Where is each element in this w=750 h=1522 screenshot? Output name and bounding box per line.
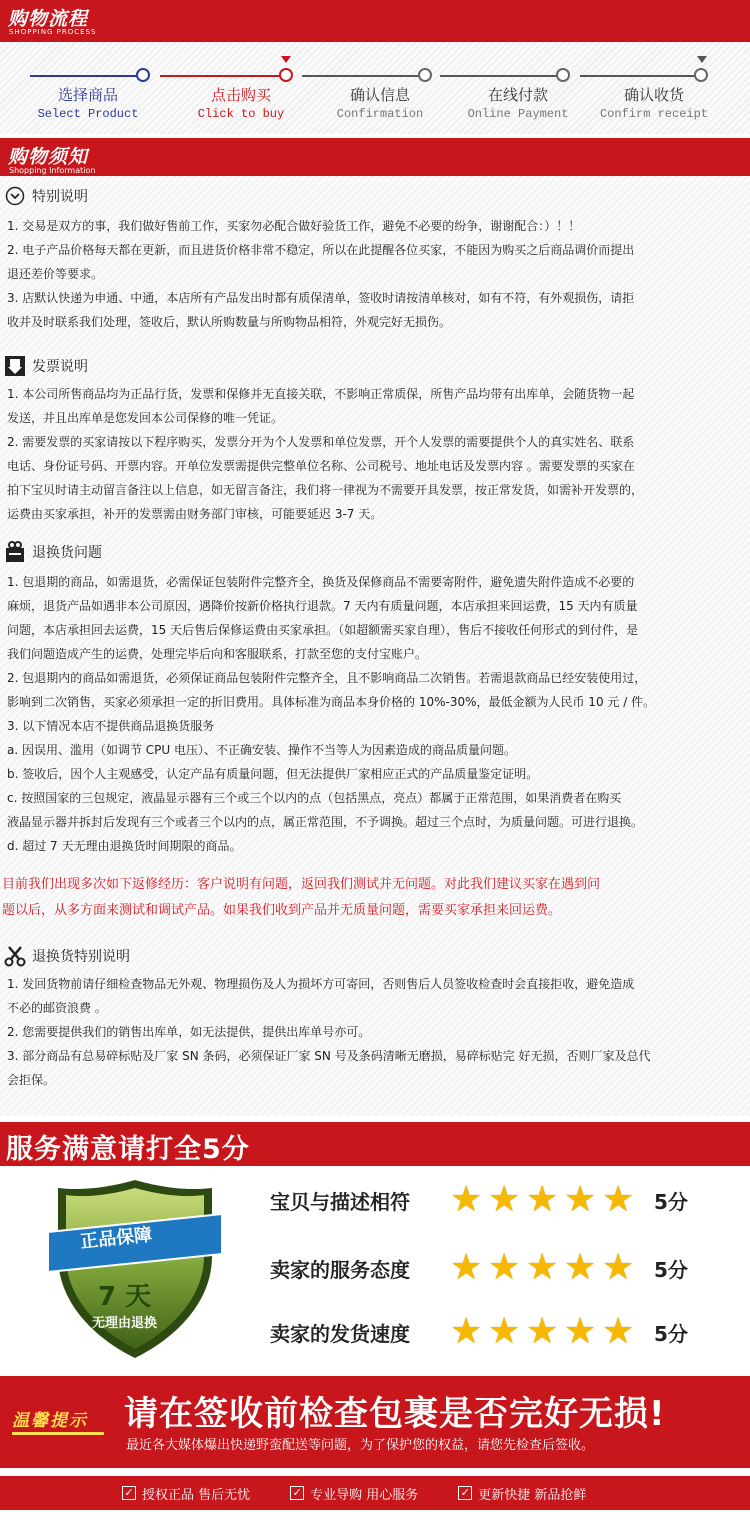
star-icon: ★ bbox=[602, 1247, 635, 1288]
process-line-1 bbox=[30, 75, 138, 77]
rating-header bbox=[0, 1122, 750, 1166]
invoice-text bbox=[7, 382, 745, 526]
gift-box-icon bbox=[4, 541, 26, 563]
rating-row-1-label: 宝贝与描述相符 bbox=[270, 1189, 410, 1214]
star-icon: ★ bbox=[526, 1247, 559, 1288]
step-2-en: Click to buy bbox=[197, 107, 285, 121]
star-icon: ★ bbox=[488, 1311, 521, 1352]
special-section-title: 特别说明 bbox=[32, 189, 88, 205]
returns-special-line-5: 会拒保。 bbox=[7, 1073, 56, 1087]
chevron-circle-icon bbox=[4, 185, 26, 207]
warm-tip-tag: 温馨提示 bbox=[12, 1411, 88, 1431]
step-dot-3 bbox=[418, 68, 432, 82]
invoice-line-3: 2. 需要发票的买家请按以下程序购买，发票分开为个人发票和单位发票，开个人发票的需要提供个人的真实姓名、联系 bbox=[7, 435, 635, 449]
step-4-label: 在线付款 bbox=[487, 86, 548, 104]
returns-line-8: a. 因误用、滥用（如调节 CPU 电压）、不正确安装、操作不当等人为因素造成的商品质量问题。 bbox=[7, 743, 517, 757]
process-steps bbox=[0, 42, 750, 134]
star-icon: ★ bbox=[488, 1179, 521, 1220]
footer-item-1-label: 授权正品 售后无忧 bbox=[142, 1487, 251, 1503]
special-line-2: 2. 电子产品价格每天都在更新，而且进货价格非常不稳定，所以在此提醒各位买家，不能因为购买之后商品调价而提出 bbox=[7, 243, 635, 257]
warm-tip-banner bbox=[0, 1376, 750, 1468]
rating-row-shipping bbox=[270, 1312, 730, 1352]
step-2-label: 点击购买 bbox=[210, 86, 271, 104]
warm-tip-main: 请在签收前检查包裹是否完好无损! bbox=[124, 1394, 666, 1434]
end-marker-icon bbox=[697, 56, 707, 63]
returns-section-header bbox=[4, 540, 102, 564]
process-header-subtitle: SHOPPING PROCESS bbox=[9, 28, 97, 36]
invoice-line-1: 1. 本公司所售商品均为正品行货，发票和保修并无直接关联，不影响正常质保，所售产品均带有出库单，会随货物一起 bbox=[7, 387, 635, 401]
step-5-en: Confirm receipt bbox=[599, 107, 709, 121]
returns-special-line-4: 3. 部分商品有总易碎标贴及厂家 SN 条码，必须保证厂家 SN 号及条码清晰无磨损，易碎标贴完 好无损，否则厂家及总代 bbox=[7, 1049, 651, 1063]
special-text bbox=[7, 214, 745, 334]
rating-row-description bbox=[270, 1180, 730, 1220]
check-icon: ✓ bbox=[122, 1486, 136, 1500]
footer-item-2 bbox=[290, 1484, 418, 1503]
star-icon: ★ bbox=[450, 1311, 483, 1352]
process-line-5 bbox=[580, 75, 698, 77]
returns-line-10: c. 按照国家的三包规定，液晶显示器有三个或三个以内的点（包括黑点，亮点）都属于正常范围，如果消费者在购买 bbox=[7, 791, 622, 805]
returns-line-12: d. 超过 7 天无理由退换货时间期限的商品。 bbox=[7, 839, 242, 853]
guarantee-shield-icon bbox=[40, 1176, 230, 1361]
notice-header-subtitle: Shopping Information bbox=[9, 166, 96, 175]
special-line-4: 3. 店默认快递为申通、中通，本店所有产品发出时都有质保清单，签收时请按清单核对，如有不符，有外观损伤，请拒 bbox=[7, 291, 635, 305]
footer-item-3 bbox=[458, 1484, 586, 1503]
arrow-icon bbox=[12, 1432, 104, 1435]
star-icon: ★ bbox=[602, 1179, 635, 1220]
special-line-3: 退还差价等要求。 bbox=[7, 267, 104, 281]
invoice-line-4: 电话、身份证号码、开票内容。开单位发票需提供完整单位名称、公司税号、地址电话及发票内容 。需要发票的买家在 bbox=[7, 459, 635, 473]
warning-text bbox=[2, 872, 748, 924]
special-section-header bbox=[4, 184, 88, 208]
returns-special-line-1: 1. 发回货物前请仔细检查物品无外观、物理损伤及人为损坏方可寄回，否则售后人员签收检查时会直接拒收，避免造成 bbox=[7, 977, 635, 991]
step-online-payment bbox=[448, 84, 588, 121]
rating-row-3-label: 卖家的发货速度 bbox=[270, 1321, 410, 1346]
rating-row-2-stars bbox=[450, 1247, 640, 1288]
star-icon: ★ bbox=[564, 1311, 597, 1352]
returns-line-4: 我们问题造成产生的运费，处理完毕后向和客服联系，打款至您的支付宝账户。 bbox=[7, 647, 428, 661]
star-icon: ★ bbox=[450, 1179, 483, 1220]
step-dot-2 bbox=[279, 68, 293, 82]
invoice-section-title: 发票说明 bbox=[32, 359, 88, 375]
returns-line-3: 问题，本店承担回去运费，15 天后售后保修运费由买家承担。（如超额需买家自理），售后不接收任何形式的到付件，是 bbox=[7, 623, 639, 637]
returns-special-line-2: 不必的邮资浪费 。 bbox=[7, 1001, 107, 1015]
current-step-marker-icon bbox=[281, 56, 291, 63]
shield-banner: 正品保障 bbox=[79, 1224, 154, 1253]
star-icon: ★ bbox=[488, 1247, 521, 1288]
rating-area bbox=[0, 1166, 750, 1366]
scissors-icon bbox=[4, 945, 26, 967]
star-icon: ★ bbox=[602, 1311, 635, 1352]
footer bbox=[0, 1468, 750, 1522]
step-1-en: Select Product bbox=[37, 107, 139, 121]
returns-special-text bbox=[7, 972, 745, 1092]
process-line-3 bbox=[302, 75, 426, 77]
star-icon: ★ bbox=[564, 1179, 597, 1220]
returns-text bbox=[7, 570, 745, 858]
returns-section-title: 退换货问题 bbox=[32, 545, 102, 561]
footer-item-3-label: 更新快捷 新品抢鲜 bbox=[478, 1487, 587, 1503]
rating-title: 服务满意请打全5分 bbox=[6, 1134, 250, 1165]
rating-row-3-score: 5分 bbox=[654, 1321, 688, 1346]
step-dot-5 bbox=[694, 68, 708, 82]
special-line-1: 1. 交易是双方的事，我们做好售前工作，买家勿必配合做好验货工作，避免不必要的纷争，谢谢配合：）！！ bbox=[7, 219, 581, 233]
returns-line-1: 1. 包退期的商品，如需退货，必需保证包装附件完整齐全，换货及保修商品不需要寄附件，避免遗失附件造成不必要的 bbox=[7, 575, 635, 589]
invoice-line-6: 运费由买家承担，补开的发票需由财务部门审核，可能要延迟 3-7 天。 bbox=[7, 507, 383, 521]
step-confirmation bbox=[310, 84, 450, 121]
footer-band bbox=[0, 1476, 750, 1510]
step-5-label: 确认收货 bbox=[623, 86, 684, 104]
notice-body bbox=[0, 176, 750, 1116]
star-icon: ★ bbox=[526, 1311, 559, 1352]
process-line-4 bbox=[440, 75, 560, 77]
star-icon: ★ bbox=[526, 1179, 559, 1220]
shield-small-text: 无理由退换 bbox=[92, 1316, 158, 1331]
returns-special-line-3: 2. 您需要提供我们的销售出库单，如无法提供，提供出库单号亦可。 bbox=[7, 1025, 371, 1039]
rating-row-service bbox=[270, 1248, 730, 1288]
step-select-product bbox=[18, 84, 158, 121]
rating-row-1-stars bbox=[450, 1179, 640, 1220]
rating-row-2-label: 卖家的服务态度 bbox=[270, 1257, 410, 1282]
invoice-line-5: 拍下宝贝时请主动留言备注以上信息，如无留言备注，我们将一律视为不需要开具发票，按正常发货，如需补开发票的， bbox=[7, 483, 644, 497]
warm-tip-small: 最近各大媒体爆出快递野蛮配送等问题，为了保护您的权益，请您先检查后签收。 bbox=[126, 1438, 595, 1453]
returns-special-section-header bbox=[4, 944, 130, 968]
returns-line-9: b. 签收后，因个人主观感受，认定产品有质量问题，但无法提供厂家相应正式的产品质量鉴定证明。 bbox=[7, 767, 539, 781]
special-line-5: 收并及时联系我们处理，签收后，默认所购数量与所购物品相符，外观完好无损伤。 bbox=[7, 315, 452, 329]
returns-line-11: 液晶显示器并拆封后发现有三个或者三个以内的点，属正常范围，不予调换。超过三个点时，为质量问题。可进行退换。 bbox=[7, 815, 644, 829]
returns-line-2: 麻烦，退货产品如遇非本公司原因，遇降价按新价格执行退款。7 天内有质量问题，本店承担来回运费，15 天内有质量 bbox=[7, 599, 638, 613]
process-line-2 bbox=[160, 75, 280, 77]
star-icon: ★ bbox=[450, 1247, 483, 1288]
notice-header-title: 购物须知 bbox=[8, 146, 89, 168]
rating-row-1-score: 5分 bbox=[654, 1189, 688, 1214]
invoice-section-header bbox=[4, 354, 88, 378]
check-icon: ✓ bbox=[458, 1486, 472, 1500]
footer-item-1 bbox=[122, 1484, 250, 1503]
returns-special-section-title: 退换货特别说明 bbox=[32, 949, 130, 965]
returns-line-7: 3. 以下情况本店不提供商品退换货服务 bbox=[7, 719, 215, 733]
step-click-to-buy bbox=[171, 84, 311, 121]
step-3-en: Confirmation bbox=[336, 107, 424, 121]
rating-row-2-score: 5分 bbox=[654, 1257, 688, 1282]
footer-item-2-label: 专业导购 用心服务 bbox=[310, 1487, 419, 1503]
step-dot-4 bbox=[556, 68, 570, 82]
notice-header bbox=[0, 138, 750, 178]
warning-line-2: 题以后，从多方面来测试和调试产品。如果我们收到产品并无质量问题，需要买家承担来回运费。 bbox=[2, 903, 562, 918]
check-icon: ✓ bbox=[290, 1486, 304, 1500]
step-1-label: 选择商品 bbox=[57, 86, 118, 104]
step-4-en: Online Payment bbox=[467, 107, 569, 121]
step-3-label: 确认信息 bbox=[349, 86, 410, 104]
invoice-line-2: 发送，并且出库单是您发回本公司保修的唯一凭证。 bbox=[7, 411, 284, 425]
rating-row-3-stars bbox=[450, 1311, 640, 1352]
returns-line-5: 2. 包退期内的商品如需退货，必须保证商品包装附件完整齐全，且不影响商品二次销售。若需退款商品已经安装使用过， bbox=[7, 671, 647, 685]
download-box-icon bbox=[4, 355, 26, 377]
warning-line-1: 目前我们出现多次如下返修经历：客户说明有问题，返回我们测试并无问题。对此我们建议买家在遇到问 bbox=[2, 877, 601, 892]
process-header-title: 购物流程 bbox=[8, 8, 89, 30]
returns-line-6: 影响到二次销售，买家必须承担一定的折旧费用。具体标准为商品本身价格的 10%-30%，最低金额为人民币 10 元 / 件。 bbox=[7, 695, 656, 709]
shield-big-text: 7 天 bbox=[98, 1282, 152, 1312]
step-dot-1 bbox=[136, 68, 150, 82]
star-icon: ★ bbox=[564, 1247, 597, 1288]
process-header bbox=[0, 0, 750, 42]
step-confirm-receipt bbox=[584, 84, 724, 121]
